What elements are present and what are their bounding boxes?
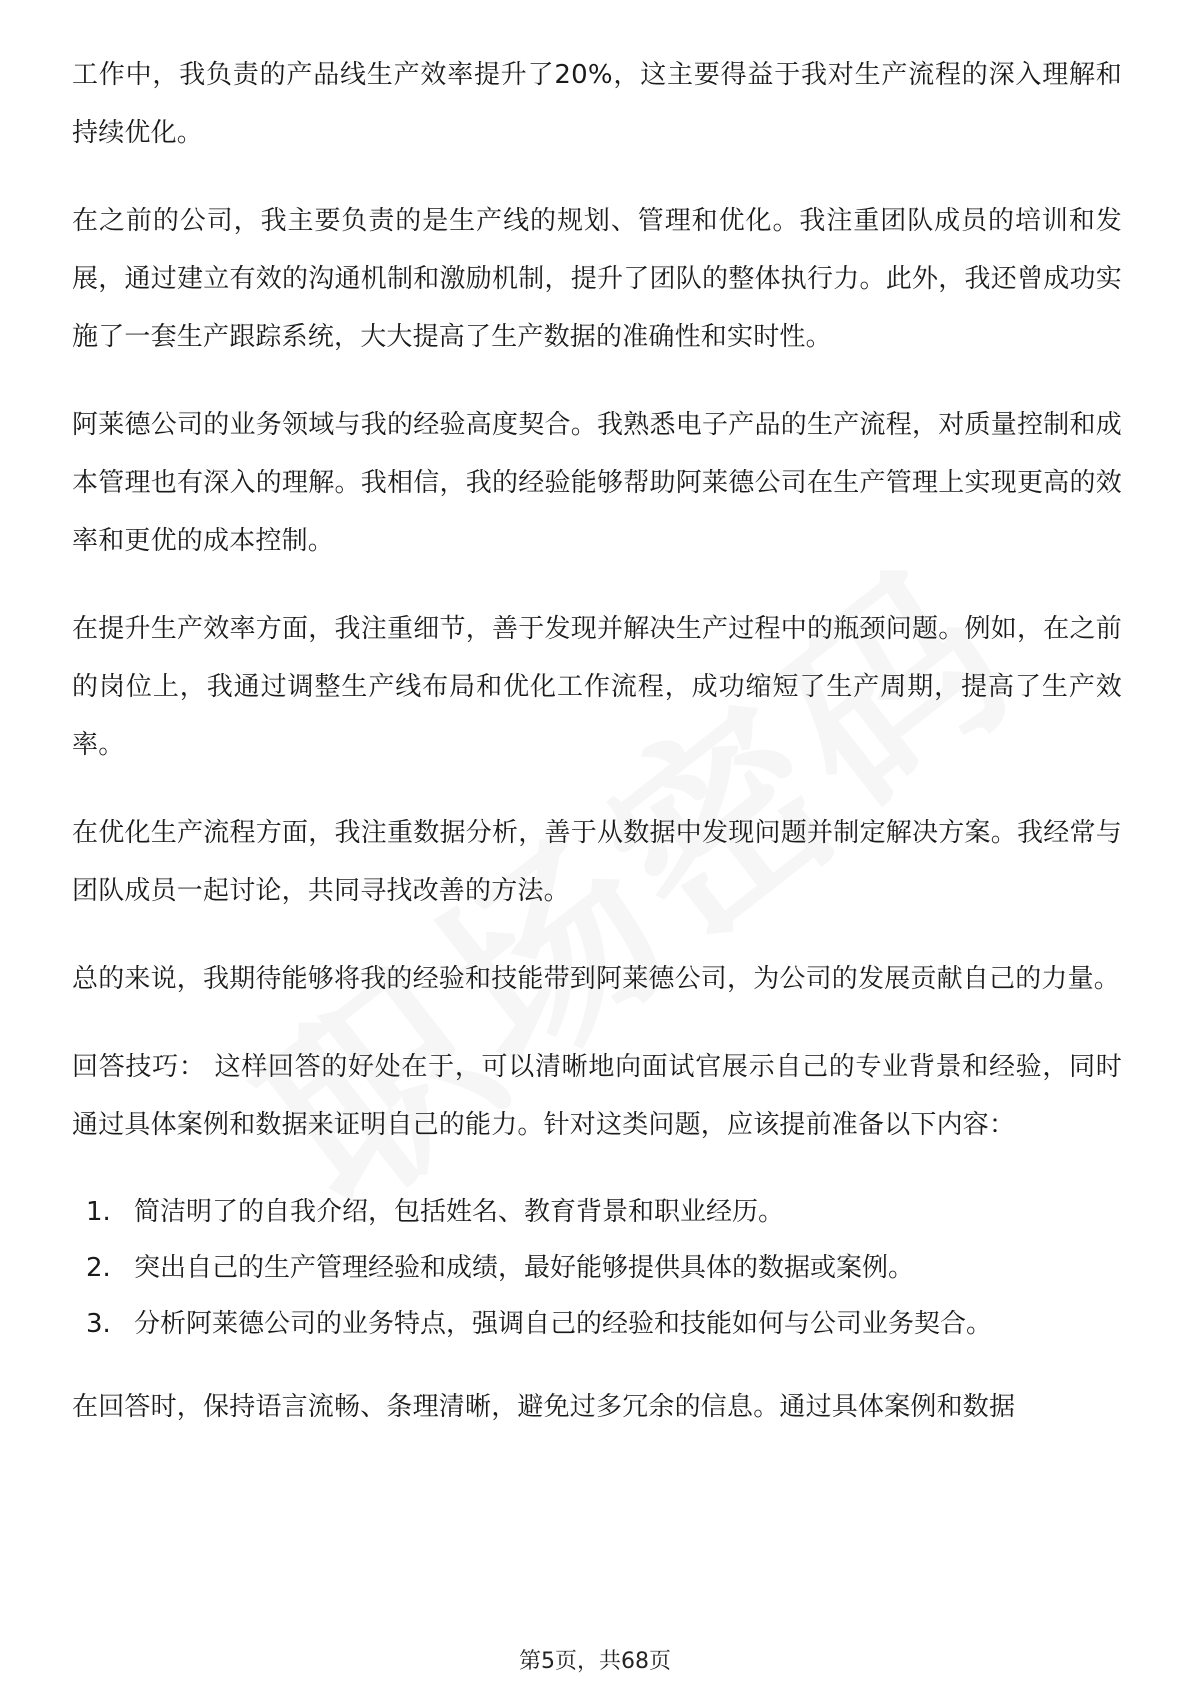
- list-item-number: 2.: [86, 1253, 111, 1283]
- list-item: [72, 1240, 1122, 1296]
- list-item: [72, 1184, 1122, 1240]
- paragraph-2: 在之前的公司，我主要负责的是生产线的规划、管理和优化。我注重团队成员的培训和发展，通过建立有效的沟通机制和激励机制，提升了团队的整体执行力。此外，我还曾成功实施了一套生产跟踪系统，大大提高了生产数据的准确性和实时性。: [72, 206, 1122, 352]
- list-item-number: 3.: [86, 1309, 111, 1339]
- page-number-footer: 第5页，共68页: [519, 1649, 671, 1674]
- list-item-text: 分析阿莱德公司的业务特点，强调自己的经验和技能如何与公司业务契合。: [134, 1309, 993, 1339]
- list-item-text: 突出自己的生产管理经验和成绩，最好能够提供具体的数据或案例。: [134, 1253, 915, 1283]
- paragraph-5: 在优化生产流程方面，我注重数据分析，善于从数据中发现问题并制定解决方案。我经常与团队成员一起讨论，共同寻找改善的方法。: [72, 818, 1122, 906]
- paragraph-1: 工作中，我负责的产品线生产效率提升了20%，这主要得益于我对生产流程的深入理解和持续优化。: [72, 60, 1122, 148]
- list-item-text: 简洁明了的自我介绍，包括姓名、教育背景和职业经历。: [134, 1197, 785, 1227]
- paragraph-4: 在提升生产效率方面，我注重细节，善于发现并解决生产过程中的瓶颈问题。例如，在之前的岗位上，我通过调整生产线布局和优化工作流程，成功缩短了生产周期，提高了生产效率。: [72, 614, 1122, 760]
- preparation-list: [72, 1184, 1122, 1352]
- closing-paragraph: 在回答时，保持语言流畅、条理清晰，避免过多冗余的信息。通过具体案例和数据: [72, 1392, 1016, 1422]
- list-item-number: 1.: [86, 1197, 111, 1227]
- document-body: [72, 46, 1122, 1466]
- paragraph-6: 总的来说，我期待能够将我的经验和技能带到阿莱德公司，为公司的发展贡献自己的力量。: [72, 964, 1121, 994]
- list-item: [72, 1296, 1122, 1352]
- answer-tips-paragraph: 回答技巧： 这样回答的好处在于，可以清晰地向面试官展示自己的专业背景和经验，同时通过具体案例和数据来证明自己的能力。针对这类问题，应该提前准备以下内容：: [72, 1052, 1123, 1140]
- paragraph-3: 阿莱德公司的业务领域与我的经验高度契合。我熟悉电子产品的生产流程，对质量控制和成本管理也有深入的理解。我相信，我的经验能够帮助阿莱德公司在生产管理上实现更高的效率和更优的成本控制。: [72, 410, 1122, 556]
